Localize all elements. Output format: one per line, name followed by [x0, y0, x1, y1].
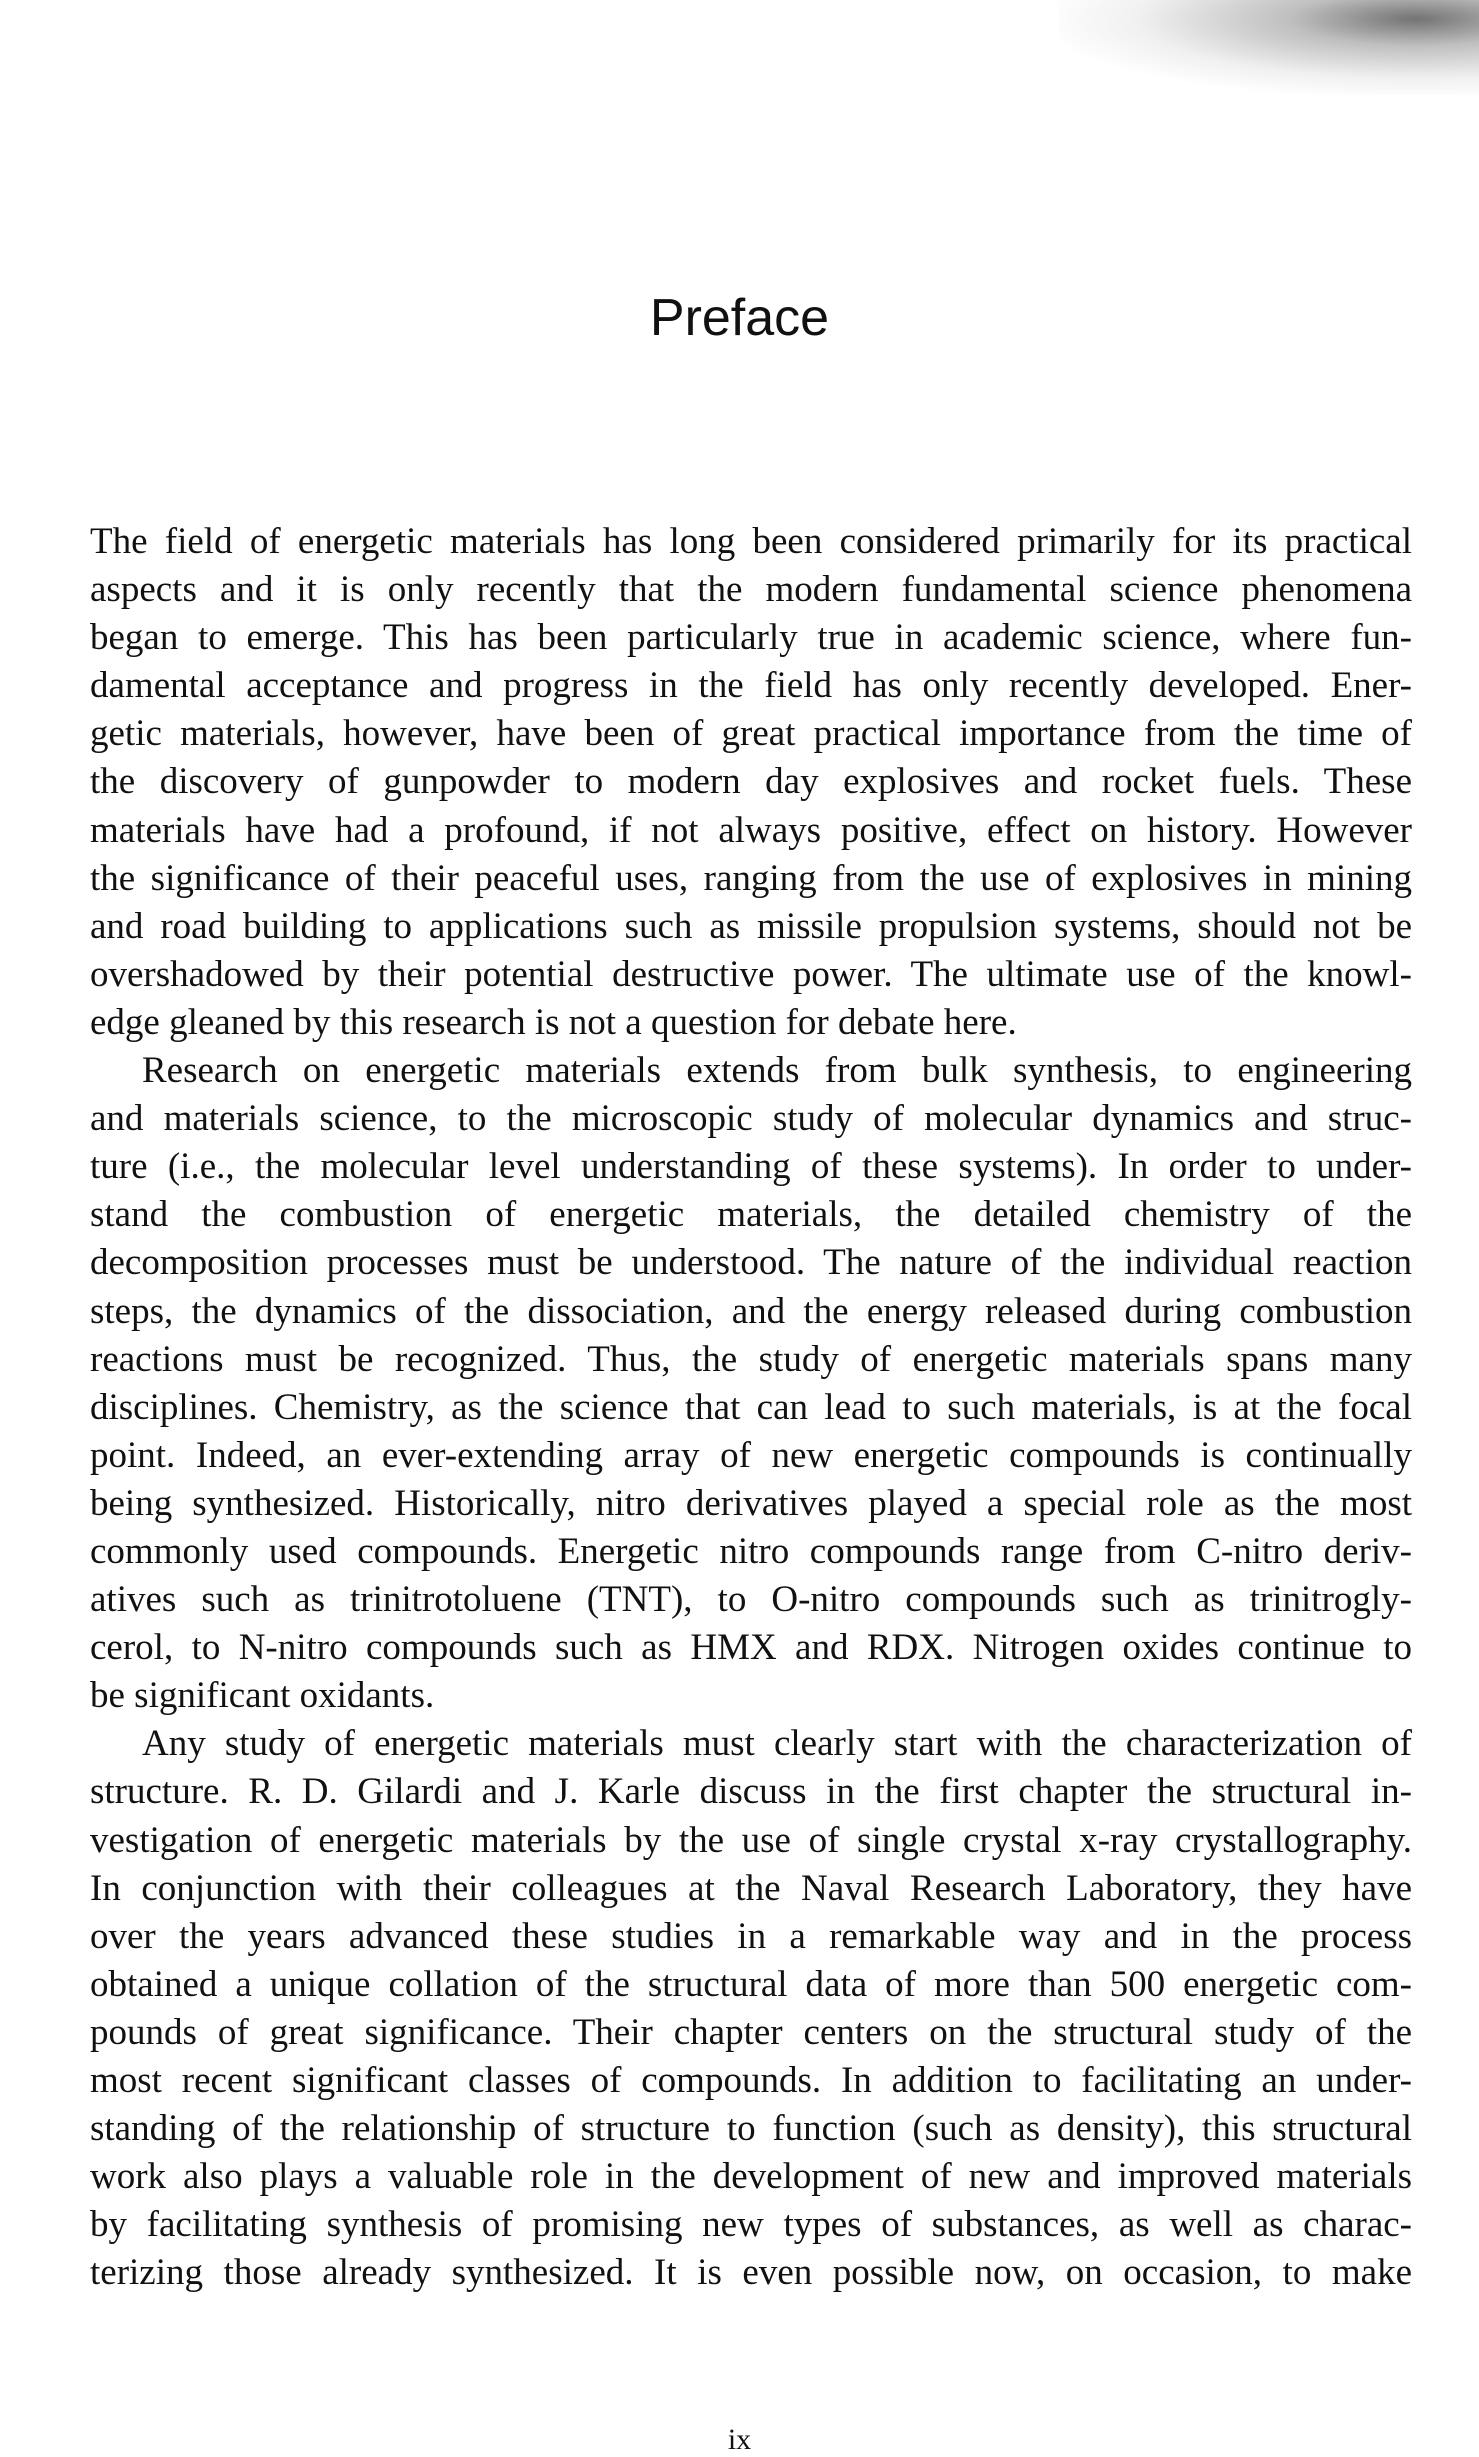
text-line: overshadowed by their potential destructive power. The ultimate use of the knowl- [90, 953, 1412, 995]
text-line: the discovery of gunpowder to modern day explosives and rocket fuels. These [90, 761, 1412, 803]
scan-artifact [1059, 0, 1479, 95]
text-line: Research on energetic materials extends from bulk synthesis, to engineering [142, 1050, 1412, 1092]
page-number: ix [727, 2423, 752, 2456]
text-line: work also plays a valuable role in the development of new and improved materials [90, 2156, 1412, 2198]
text-line: standing of the relationship of structure to function (such as density), this structural [90, 2108, 1412, 2150]
text-line: materials have had a profound, if not always positive, effect on history. However [90, 809, 1412, 851]
text-line: and road building to applications such as missile propulsion systems, should not be [90, 905, 1412, 947]
text-line: damental acceptance and progress in the field has only recently developed. Ener- [90, 665, 1412, 707]
paragraph-2 [90, 1047, 1412, 1720]
text-line: and materials science, to the microscopic study of molecular dynamics and struc- [90, 1098, 1412, 1140]
paragraph-3 [90, 1720, 1412, 2297]
text-line: stand the combustion of energetic materials, the detailed chemistry of the [90, 1194, 1412, 1236]
text-line: vestigation of energetic materials by the use of single crystal x-ray crystallography. [90, 1819, 1412, 1861]
text-line: aspects and it is only recently that the modern fundamental science phenomena [90, 569, 1412, 611]
text-line: the significance of their peaceful uses, ranging from the use of explosives in mining [90, 857, 1412, 899]
text-line: decomposition processes must be understood. The nature of the individual reaction [90, 1242, 1412, 1284]
text-line: reactions must be recognized. Thus, the study of energetic materials spans many [90, 1338, 1412, 1380]
text-line: began to emerge. This has been particularly true in academic science, where fun- [90, 617, 1412, 659]
text-line: over the years advanced these studies in a remarkable way and in the process [90, 1915, 1412, 1957]
text-line: pounds of great significance. Their chapter centers on the structural study of the [90, 2011, 1412, 2053]
preface-body [90, 518, 1412, 2297]
text-line: by facilitating synthesis of promising new types of substances, as well as charac- [90, 2204, 1412, 2246]
text-line: cerol, to N-nitro compounds such as HMX and RDX. Nitrogen oxides continue to [90, 1627, 1412, 1669]
text-line: obtained a unique collation of the structural data of more than 500 energetic com- [90, 1963, 1412, 2005]
page-title: Preface [649, 289, 830, 347]
text-line: most recent significant classes of compounds. In addition to facilitating an under- [90, 2060, 1412, 2101]
text-line: The field of energetic materials has long been considered primarily for its practical [90, 521, 1412, 562]
text-line: Any study of energetic materials must clearly start with the characterization of [142, 1723, 1412, 1765]
text-line: be significant oxidants. [90, 1675, 435, 1717]
text-line: terizing those already synthesized. It is even possible now, on occasion, to make [90, 2252, 1412, 2294]
text-line: structure. R. D. Gilardi and J. Karle discuss in the first chapter the structural in- [90, 1771, 1412, 1813]
text-line: steps, the dynamics of the dissociation, and the energy released during combustion [90, 1290, 1412, 1332]
text-line: In conjunction with their colleagues at the Naval Research Laboratory, they have [90, 1867, 1412, 1909]
text-line: atives such as trinitrotoluene (TNT), to O-nitro compounds such as trinitrogly- [90, 1579, 1412, 1621]
text-line: getic materials, however, have been of great practical importance from the time of [90, 713, 1412, 755]
paragraph-1 [90, 518, 1412, 1047]
text-line: disciplines. Chemistry, as the science that can lead to such materials, is at the focal [90, 1386, 1412, 1428]
text-line: being synthesized. Historically, nitro derivatives played a special role as the most [90, 1482, 1412, 1524]
text-line: ture (i.e., the molecular level understanding of these systems). In order to under- [90, 1146, 1412, 1188]
text-line: commonly used compounds. Energetic nitro compounds range from C-nitro deriv- [90, 1530, 1412, 1572]
text-line: point. Indeed, an ever-extending array of new energetic compounds is continually [90, 1434, 1412, 1476]
text-line: edge gleaned by this research is not a question for debate here. [90, 1001, 1017, 1043]
